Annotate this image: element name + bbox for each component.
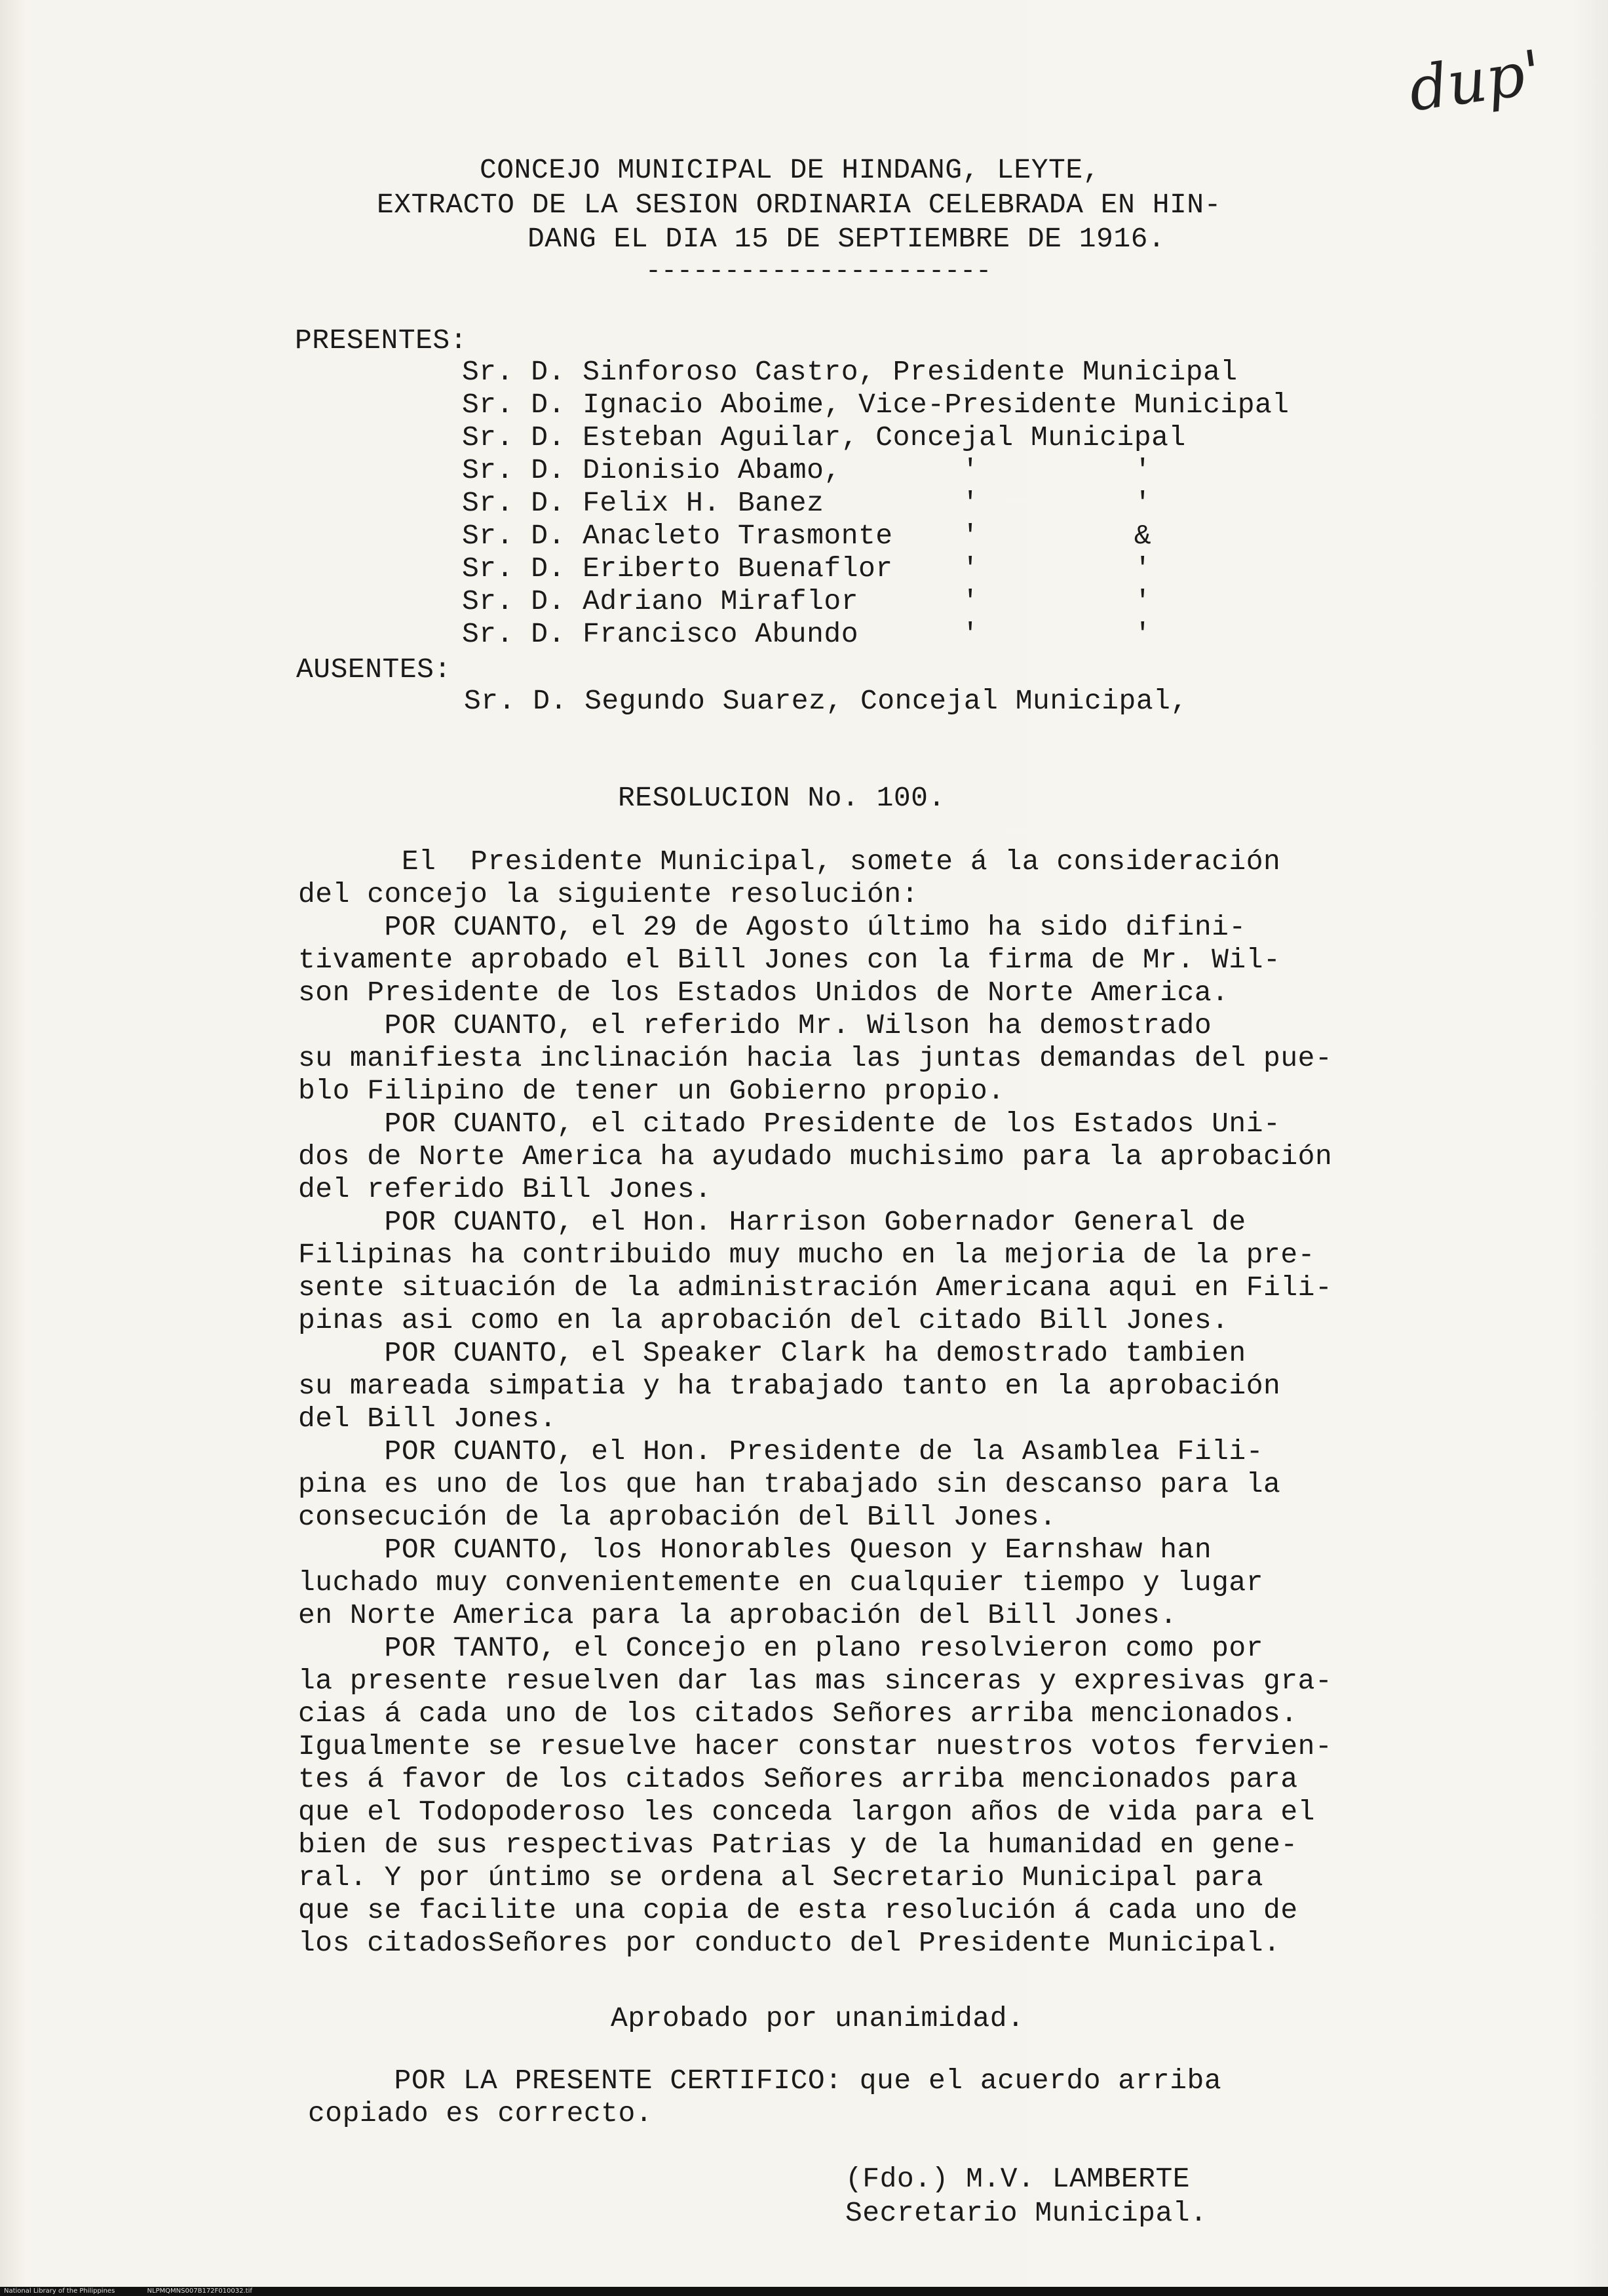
body-line: blo Filipino de tener un Gobierno propio. bbox=[298, 1075, 1005, 1107]
body-line: luchado muy convenientemente en cualquier tiempo y lugar bbox=[298, 1566, 1264, 1599]
body-line: dos de Norte America ha ayudado muchisimo para la aprobación bbox=[298, 1140, 1333, 1173]
member-line: Sr. D. Felix H. Banez ' ' bbox=[462, 487, 1152, 519]
member-line: Sr. D. Ignacio Aboime, Vice-Presidente Municipal bbox=[462, 389, 1290, 421]
body-line: POR CUANTO, los Honorables Queson y Earnshaw han bbox=[298, 1534, 1212, 1566]
handwritten-annotation: dup' bbox=[1404, 37, 1546, 125]
body-line: su manifiesta inclinación hacia las juntas demandas del pue- bbox=[298, 1042, 1333, 1074]
body-line: son Presidente de los Estados Unidos de Norte America. bbox=[298, 977, 1229, 1009]
body-line: que se facilite una copia de esta resolución á cada uno de bbox=[298, 1894, 1298, 1926]
body-line: sente situación de la administración Americana aqui en Fili- bbox=[298, 1272, 1333, 1304]
member-line: Sr. D. Sinforoso Castro, Presidente Municipal bbox=[462, 356, 1238, 388]
body-line: del Bill Jones. bbox=[298, 1403, 557, 1435]
body-line: POR CUANTO, el referido Mr. Wilson ha demostrado bbox=[298, 1009, 1212, 1041]
body-line: consecución de la aprobación del Bill Jones. bbox=[298, 1501, 1057, 1533]
header-line-3: DANG EL DIA 15 DE SEPTIEMBRE DE 1916. bbox=[527, 223, 1166, 255]
body-line: tivamente aprobado el Bill Jones con la firma de Mr. Wil- bbox=[298, 944, 1281, 976]
body-line: tes á favor de los citados Señores arriba mencionados para bbox=[298, 1763, 1298, 1795]
ausentes-label: AUSENTES: bbox=[296, 653, 451, 686]
member-line: Sr. D. Dionisio Abamo, ' ' bbox=[462, 454, 1152, 486]
certification-line-2: copiado es correcto. bbox=[308, 2097, 653, 2130]
footer-file-id: NLPMQMNS007B172F010032.tif bbox=[147, 2287, 252, 2295]
member-line: Sr. D. Esteban Aguilar, Concejal Municipal bbox=[462, 421, 1186, 454]
body-line: del concejo la siguiente resolución: bbox=[298, 878, 919, 910]
header-rule: ---------------------- bbox=[645, 257, 992, 286]
certification-line-1: POR LA PRESENTE CERTIFICO: que el acuerdo arriba bbox=[308, 2065, 1222, 2097]
member-line: Sr. D. Anacleto Trasmonte ' & bbox=[462, 520, 1152, 552]
body-line: los citadosSeñores por conducto del Presidente Municipal. bbox=[298, 1927, 1281, 1959]
ausente-member: Sr. D. Segundo Suarez, Concejal Municipal, bbox=[464, 685, 1188, 717]
body-line: en Norte America para la aprobación del Bill Jones. bbox=[298, 1599, 1177, 1631]
member-line: Sr. D. Adriano Miraflor ' ' bbox=[462, 585, 1152, 617]
approval-line: Aprobado por unanimidad. bbox=[611, 2002, 1025, 2034]
body-line: POR TANTO, el Concejo en plano resolvieron como por bbox=[298, 1632, 1264, 1664]
signature-name: (Fdo.) M.V. LAMBERTE bbox=[845, 2163, 1191, 2195]
body-line: Filipinas ha contribuido muy mucho en la mejoria de la pre- bbox=[298, 1239, 1315, 1271]
presentes-label: PRESENTES: bbox=[295, 324, 468, 357]
body-line: pina es uno de los que han trabajado sin descanso para la bbox=[298, 1468, 1281, 1500]
body-line: la presente resuelven dar las mas sinceras y expresivas gra- bbox=[298, 1665, 1333, 1697]
body-line: que el Todopoderoso les conceda largon años de vida para el bbox=[298, 1796, 1315, 1828]
resolution-title: RESOLUCION No. 100. bbox=[618, 782, 946, 814]
archive-footer bbox=[0, 2287, 1608, 2296]
body-line: bien de sus respectivas Patrias y de la humanidad en gene- bbox=[298, 1829, 1298, 1861]
body-line: El Presidente Municipal, somete á la consideración bbox=[298, 846, 1281, 878]
body-line: del referido Bill Jones. bbox=[298, 1173, 712, 1205]
body-line: pinas asi como en la aprobación del citado Bill Jones. bbox=[298, 1304, 1229, 1336]
body-line: POR CUANTO, el Speaker Clark ha demostrado tambien bbox=[298, 1337, 1246, 1369]
body-line: POR CUANTO, el 29 de Agosto último ha sido difini- bbox=[298, 911, 1246, 943]
header-line-1: CONCEJO MUNICIPAL DE HINDANG, LEYTE, bbox=[480, 154, 1100, 186]
body-line: POR CUANTO, el citado Presidente de los Estados Uni- bbox=[298, 1108, 1281, 1140]
body-line: ral. Y por úntimo se ordena al Secretario Municipal para bbox=[298, 1861, 1264, 1894]
footer-source: National Library of the Philippines bbox=[4, 2287, 115, 2295]
member-line: Sr. D. Eriberto Buenaflor ' ' bbox=[462, 553, 1152, 585]
header-line-2: EXTRACTO DE LA SESION ORDINARIA CELEBRADA EN HIN- bbox=[377, 189, 1221, 221]
body-line: cias á cada uno de los citados Señores arriba mencionados. bbox=[298, 1698, 1298, 1730]
body-line: su mareada simpatia y ha trabajado tanto en la aprobación bbox=[298, 1370, 1281, 1402]
body-line: POR CUANTO, el Hon. Presidente de la Asamblea Fili- bbox=[298, 1435, 1264, 1468]
signature-title: Secretario Municipal. bbox=[845, 2197, 1208, 2229]
body-line: Igualmente se resuelve hacer constar nuestros votos fervien- bbox=[298, 1730, 1333, 1762]
body-line: POR CUANTO, el Hon. Harrison Gobernador General de bbox=[298, 1206, 1246, 1238]
member-line: Sr. D. Francisco Abundo ' ' bbox=[462, 618, 1152, 650]
